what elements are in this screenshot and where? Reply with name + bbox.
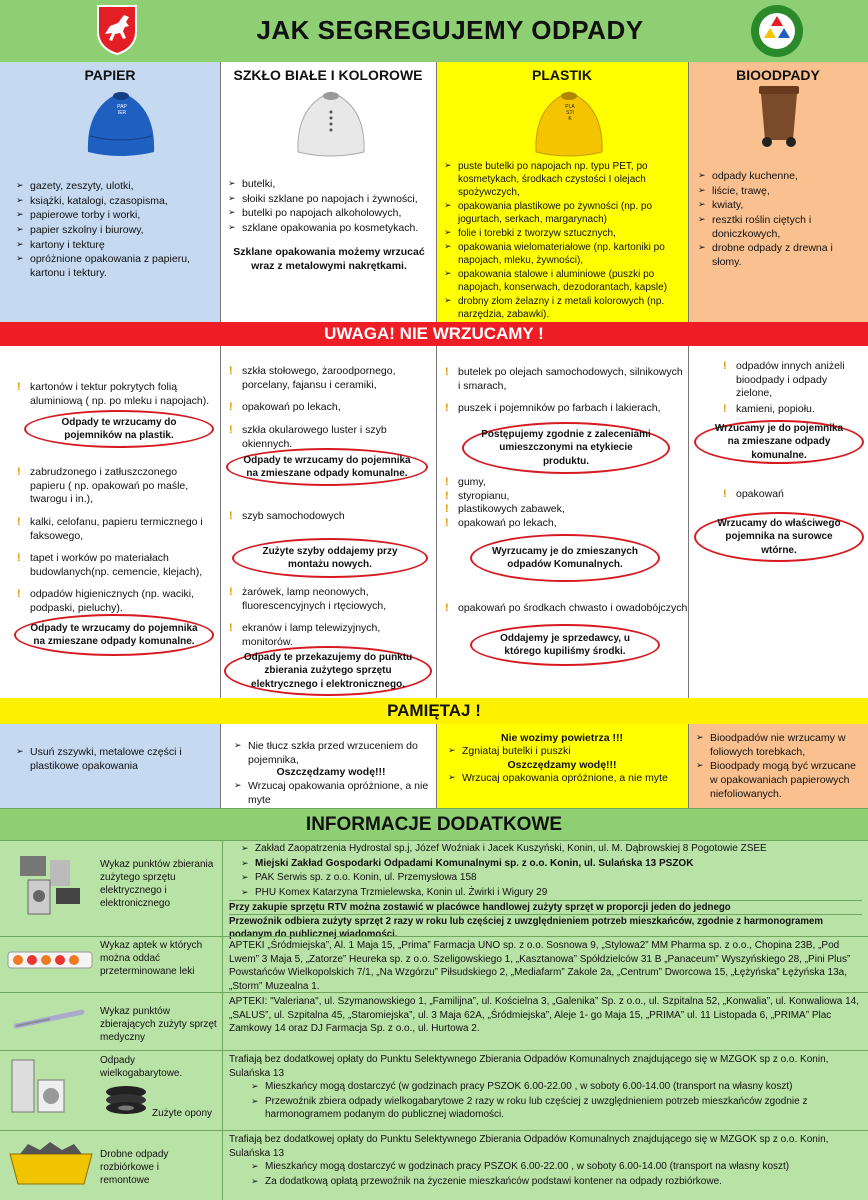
list-item: ➢ Usuń zszywki, metalowe części i plastikowe opakowania [14, 746, 214, 773]
list-item: ! kalki, celofanu, papieru termicznego i faksowego, [14, 516, 214, 543]
paper-list [14, 180, 214, 281]
info-row-text: APTEKI „Śródmiejska”, Al. 1 Maja 15, „Prima” Farmacja UNO sp. z o.o. Sosnowa 9, „Stylowa2” MM Pharma sp. z o.o., Chopina 23B, „Pod Lwem” 3 Maja 5, „Zatorze” Heureka sp. z o.o. Szeligowskiego 1, „Kasztanowa” Spółdzielców 31 B „Panaceum” Wyszyńskiego 28, „Pini Plus” Powstańców Wielkopolskich 7/1, „Na Wzgórzu” Piłsudskiego 2, „Mediafarm” Zakole 2a, „Centrum” Dworcowa 15, „Łężyńska” Łężyńska 13a, „Storm” Muzealna 1. [222, 936, 862, 992]
glass-oval-note: Zużyte szyby oddajemy przy montażu nowych. [232, 538, 428, 578]
list-item: ! kartonów i tektur pokrytych folią aluminiową ( np. po mleku i napojach). [14, 381, 214, 408]
list-item: ! opakowań po środkach chwasto i owadobójczych [442, 602, 688, 616]
list-item: ➢ książki, katalogi, czasopisma, [14, 195, 214, 209]
list-item: ➢ folie i torebki z tworzyw sztucznych, [442, 227, 684, 240]
list-item: ➢ opróżnione opakowania z papieru, kartonu i tektury. [14, 253, 214, 280]
debris-container-icon [6, 1140, 96, 1190]
info-row-label: Odpady wielkogabarytowe. [100, 1055, 183, 1079]
list-item: ! butelek po olejach samochodowych, silnikowych i smarach, [442, 366, 684, 393]
list-item: ! żarówek, lamp neonowych, fluorescencyjnych i rtęciowych, [226, 586, 432, 613]
remember-paper-list [14, 746, 214, 774]
list-item: ➢ opakowania stalowe i aluminiowe (puszki po napojach, konserwach, dezodorantach, kapsle) [442, 268, 684, 294]
paper-oval-note: Odpady te wrzucamy do pojemnika na zmieszane odpady komunalne. [14, 614, 214, 656]
list-item: ➢ butelki, [226, 178, 432, 192]
glass-list [226, 178, 432, 237]
list-item: ! odpadów higienicznych (np. waciki, podpaski, pieluchy). [14, 588, 214, 615]
list-item: ➢ kartony i tekturę [14, 239, 214, 253]
list-item: ➢ puste butelki po napojach np. typu PET, po kosmetykach, środkach czystości I olejach spożywczych, [442, 160, 684, 199]
remember-bio-list [694, 732, 864, 802]
list-item: ➢ Przewoźnik zbiera odpady wielkogabarytowe 2 razy w roku lub częściej z uwzględnieniem potrzeb mieszkańców zgodnie z harmonogramem podanym do publicznej wiadomości. [249, 1095, 862, 1122]
list-item: ! opakowań [720, 488, 860, 502]
info-text: Trafiają bez dodatkowej opłaty do Punktu Selektywnego Zbierania Odpadów Komunalnych znajdującego się w MZGOK sp z o.o. Konin, Sulańska 13 [229, 1054, 829, 1079]
warning-title: UWAGA! NIE WRZUCAMY ! [0, 322, 868, 346]
list-item: ! szkła okularowego luster i szyb okiennych. [226, 424, 432, 451]
plastic-warning-list [442, 476, 684, 531]
bio-bin-icon [755, 84, 803, 153]
plastic-warning-list [442, 366, 684, 425]
list-item: ➢ Miejski Zakład Gospodarki Odpadami Komunalnymi sp. z o.o. Konin, ul. Sulańska 13 PSZOK [239, 857, 862, 871]
info-row-text [222, 1050, 862, 1130]
list-item: ! ekranów i lamp telewizyjnych, monitorów. [226, 622, 432, 649]
list-item: ➢ szklane opakowania po kosmetykach. [226, 222, 432, 236]
info-note: Przewoźnik odbiera zużyty sprzęt 2 razy w roku lub częściej z uwzględnieniem potrzeb mieszkańców, zgodnie z harmonogramem podanym do publicznej wiadomości. [229, 914, 862, 941]
plastic-oval-note: Oddajemy je sprzedawcy, u którego kupiliśmy środki. [470, 624, 660, 666]
info-row-text [222, 1130, 862, 1200]
list-item: ! szyb samochodowych [226, 510, 432, 524]
list-item: ➢ słoiki szklane po napojach i żywności, [226, 193, 432, 207]
list-item: ➢ opakowania plastikowe po żywności (np. po jogurtach, serkach, margarynach) [442, 200, 684, 226]
info-title: INFORMACJE DODATKOWE [0, 808, 868, 840]
list-item: ! opakowań po lekach, [442, 517, 684, 531]
list-item: ! odpadów innych aniżeli bioodpady i odpady zielone, [720, 360, 860, 401]
remember-plastic-bold: Oszczędzamy wodę!!! [507, 759, 617, 771]
list-item: ➢ gazety, zeszyty, ulotki, [14, 180, 214, 194]
glass-warning-list [226, 510, 432, 533]
list-item: ➢ butelki po napojach alkoholowych, [226, 207, 432, 221]
paper-title: PAPIER [84, 67, 136, 83]
list-item: ➢ papier szkolny i biurowy, [14, 224, 214, 238]
remember-plastic-list [446, 745, 684, 760]
info-row-text [222, 840, 862, 941]
bio-title: BIOODPADY [736, 67, 820, 83]
info-row-label: Zużyte opony [152, 1108, 213, 1119]
info-row-text: APTEKI: "Valeriana", ul. Szymanowskiego 1, „Familijna”, ul. Kościelna 3, „Galenika” Sp. z o.o., ul. Szpitalna 52, „Konwalia”, ul. Konwaliowa 14, „SALUS”, ul. Szpitalna 45, „Staromiejska”, ul. 3 Maja 62A, „Śródmiejska”, Aleje 1- go Maja 15, „PRIMA” ul. 11 Listopada 6, „PRIMA” Plac Zamkowy 14 oraz DJ Farmacja Sp. z o.o., ul. Hurtowa 2. [222, 992, 862, 1050]
bio-warning-list [720, 488, 860, 511]
paper-bin-label: PAPIER [117, 104, 127, 116]
info-row-label: Wykaz punktów zbierających zużyty sprzęt medyczny [100, 1006, 217, 1043]
info-row-label: Drobne odpady rozbiórkowe i remontowe [100, 1149, 169, 1186]
glass-oval-note: Odpady te przekazujemy do punktu zbierania zużytego sprzętu elektrycznego i elektronicznego. [224, 646, 432, 696]
list-item: ➢ opakowania wielomateriałowe (np. kartoniki po napojach, mleku, żywności), [442, 241, 684, 267]
list-item: ! opakowań po lekach, [226, 401, 432, 415]
bio-list [696, 170, 864, 270]
plastic-oval-note: Wyrzucamy je do zmieszanych odpadów Komunalnych. [470, 534, 660, 582]
list-item: ! plastikowych zabawek, [442, 503, 684, 517]
list-item: ➢ Bioodpadów nie wrzucamy w foliowych torebkach, [694, 732, 864, 759]
glass-title: SZKŁO BIAŁE I KOLOROWE [233, 67, 423, 83]
remember-glass-list [232, 780, 430, 808]
bio-warning-list [720, 360, 860, 426]
page-title: JAK SEGREGUJEMY ODPADY [256, 15, 644, 45]
divider [688, 346, 689, 698]
list-item: ➢ Zakład Zaopatrzenia Hydrostal sp.j, Józef Woźniak i Jacek Kuszyński, Konin, ul. M. Dąbrowskiej 8 Pogotowie ZSEE [239, 842, 862, 856]
remember-glass-list [232, 740, 430, 768]
electronics-icon [10, 852, 90, 922]
info-row-label: Wykaz punktów zbierania zużytego sprzętu elektrycznego i elektronicznego [100, 859, 214, 909]
list-item: ➢ Wrzucaj opakowania opróżnione, a nie myte [446, 772, 684, 786]
remember-glass-bold: Oszczędzamy wodę!!! [276, 766, 386, 778]
info-note: Przy zakupie sprzętu RTV można zostawić w placówce handlowej zużyty sprzęt w proporcji jeden do jednego [229, 900, 862, 914]
glass-warning-list [226, 365, 432, 460]
plastic-oval-note: Postępujemy zgodnie z zaleceniami umieszczonymi na etykiecie produktu. [462, 422, 670, 474]
list-item: ! kamieni, popiołu. [720, 403, 860, 417]
glass-oval-note: Odpady te wrzucamy do pojemnika na zmieszane odpady komunalne. [226, 448, 428, 486]
list-item: ➢ liście, trawę, [696, 185, 864, 199]
plastic-bin-label: PLASTIK [565, 104, 575, 122]
list-item: ➢ Mieszkańcy mogą dostarczyć (w godzinach pracy PSZOK 6.00-22.00 , w soboty 6.00-14.00 (transport na własny koszt) [249, 1080, 862, 1094]
mzgok-logo-icon [750, 4, 804, 58]
list-item: ➢ kwiaty, [696, 199, 864, 213]
paper-bin-icon [82, 86, 160, 165]
plastic-bin-icon [530, 86, 608, 165]
list-item: ➢ drobny złom żelazny i z metali kolorowych (np. narzędzia, zabawki). [442, 295, 684, 321]
list-item: ➢ resztki roślin ciętych i doniczkowych, [696, 214, 864, 241]
list-item: ➢ Zgniataj butelki i puszki [446, 745, 684, 759]
list-item: ! gumy, [442, 476, 684, 490]
remember-plastic-list [446, 772, 684, 787]
list-item: ➢ Za dodatkową opłatą przewoźnik na życzenie mieszkańców podstawi kontener na odpady rozbiórkowe. [249, 1175, 862, 1189]
list-item: ➢ PAK Serwis sp. z o.o. Konin, ul. Przemysłowa 158 [239, 871, 862, 885]
list-item: ➢ papierowe torby i worki, [14, 209, 214, 223]
list-item: ➢ drobne odpady z drewna i słomy. [696, 242, 864, 269]
info-text: Trafiają bez dodatkowej opłaty do Punktu Selektywnego Zbierania Odpadów Komunalnych znajdującego się w MZGOK sp z o.o. Konin, Sulańska 13 [229, 1134, 829, 1159]
info-row-label: Wykaz aptek w których można oddać przeterminowane leki [100, 940, 203, 977]
plastic-list [442, 160, 684, 322]
list-item: ➢ odpady kuchenne, [696, 170, 864, 184]
bio-oval-note: Wrzucamy je do pojemnika na zmieszane odpady komunalne. [694, 420, 864, 464]
list-item: ➢ Wrzucaj opakowania opróżnione, a nie myte [232, 780, 430, 807]
glass-note: Szklane opakowania możemy wrzucać wraz z metalowymi nakrętkami. [233, 246, 425, 272]
list-item: ! styropianu, [442, 490, 684, 504]
list-item: ➢ Nie tłucz szkła przed wrzuceniem do pojemnika, [232, 740, 430, 767]
konin-coat-of-arms-icon [96, 4, 138, 56]
remember-title: PAMIĘTAJ ! [0, 698, 868, 724]
medicine-icon [6, 944, 96, 974]
divider [220, 346, 221, 698]
list-item: ➢ Mieszkańcy mogą dostarczyć w godzinach pracy PSZOK 6.00-22.00 , w soboty 6.00-14.00 (transport na własny koszt) [249, 1160, 862, 1174]
thermometer-icon [10, 1008, 90, 1032]
list-item: ! tapet i worków po materiałach budowlanych(np. cemencie, klejach), [14, 552, 214, 579]
appliances-icon [8, 1056, 68, 1116]
list-item: ! puszek i pojemników po farbach i lakierach, [442, 402, 684, 416]
divider [436, 346, 437, 698]
list-item: ➢ PHU Komex Katarzyna Trzmielewska, Konin ul. Żwirki i Wigury 29 [239, 886, 862, 900]
bio-oval-note: Wrzucamy do właściwego pojemnika na surowce wtórne. [694, 512, 864, 562]
paper-oval-note: Odpady te wrzucamy do pojemników na plastik. [24, 410, 214, 448]
list-item: ! zabrudzonego i zatłuszczonego papieru ( np. opakowań po maśle, twarogu i in.), [14, 466, 214, 507]
plastic-title: PLASTIK [532, 67, 592, 83]
list-item: ! szkła stołowego, żaroodpornego, porcelany, fajansu i ceramiki, [226, 365, 432, 392]
paper-warning-list [14, 466, 214, 625]
remember-plastic-head: Nie wozimy powietrza !!! [501, 732, 623, 744]
plastic-warning-list [442, 602, 688, 625]
list-item: ➢ Bioodpady mogą być wrzucane w opakowaniach papierowych niefoliowanych. [694, 760, 864, 801]
glass-bin-icon [292, 86, 370, 165]
